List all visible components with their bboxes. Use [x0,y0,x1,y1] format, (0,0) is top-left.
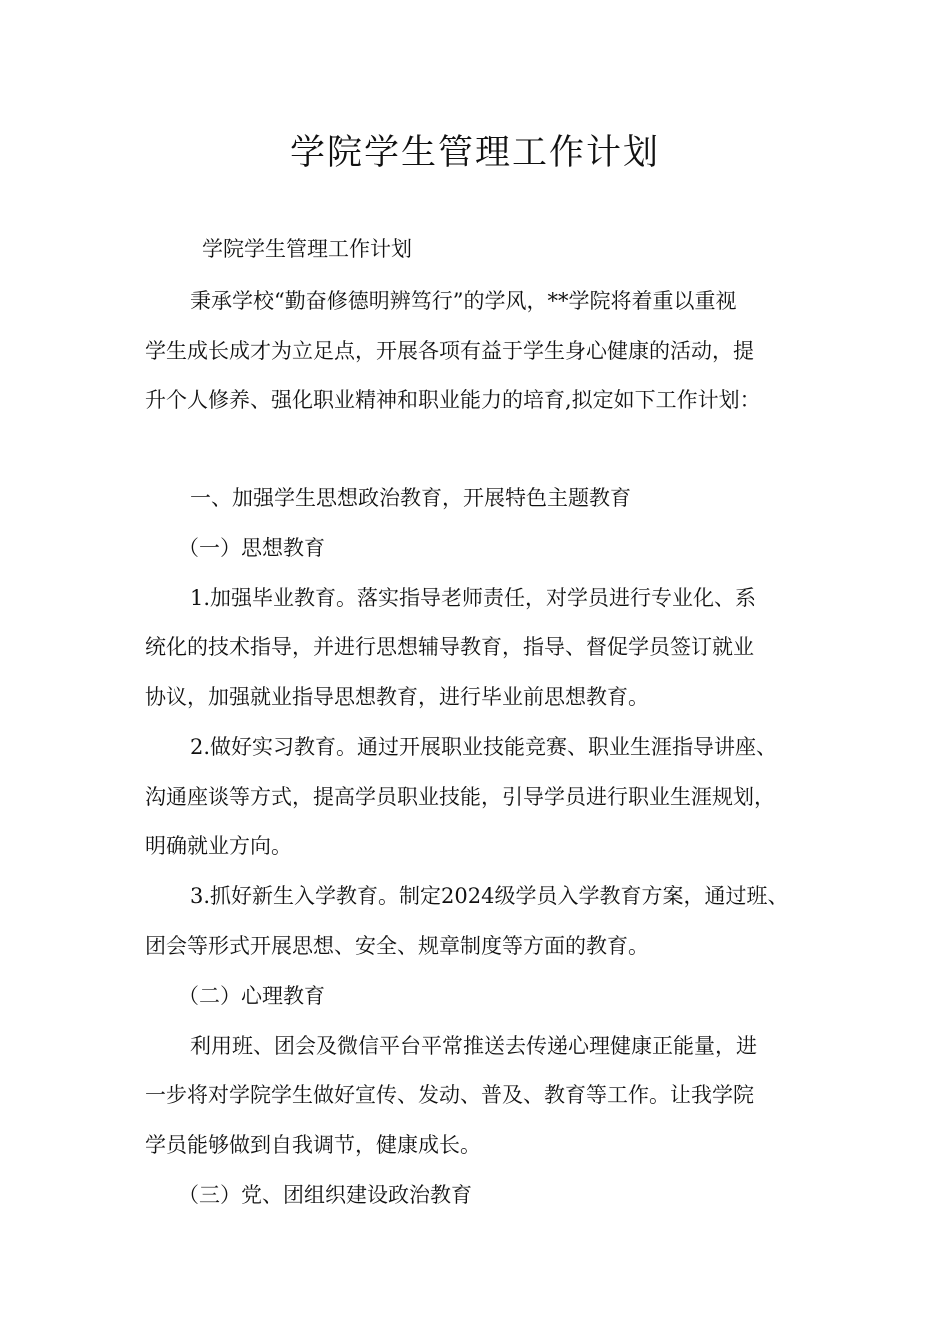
item-3-line-1: 3.抓好新生入学教育。制定2024级学员入学教育方案，通过班、 [190,884,789,908]
intro-line-3: 升个人修养、强化职业精神和职业能力的培育,拟定如下工作计划： [145,388,761,412]
intro-line-1: 秉承学校“勤奋修德明辨笃行”的学风，**学院将着重以重视 [190,289,737,313]
section-3-heading: （三）党、团组织建设政治教育 [178,1183,472,1207]
intro-line-2: 学生成长成才为立足点，开展各项有益于学生身心健康的活动，提 [145,339,754,363]
document-title: 学院学生管理工作计划 [289,133,660,173]
item-3-line-2: 团会等形式开展思想、安全、规章制度等方面的教育。 [145,934,649,958]
section-1-heading: （一）思想教育 [178,536,325,560]
section-2-heading: （二）心理教育 [178,984,325,1008]
item-2-line-1: 2.做好实习教育。通过开展职业技能竞赛、职业生涯指导讲座、 [190,735,778,759]
psych-line-3: 学员能够做到自我调节，健康成长。 [145,1133,481,1157]
heading-1: 一、加强学生思想政治教育，开展特色主题教育 [190,486,631,510]
psych-line-2: 一步将对学院学生做好宣传、发动、普及、教育等工作。让我学院 [145,1083,754,1107]
item-2-line-3: 明确就业方向。 [145,834,292,858]
psych-line-1: 利用班、团会及微信平台平常推送去传递心理健康正能量，进 [190,1034,757,1058]
item-1-line-3: 协议，加强就业指导思想教育，进行毕业前思想教育。 [145,685,649,709]
document-subtitle: 学院学生管理工作计划 [202,237,412,261]
item-1-line-1: 1.加强毕业教育。落实指导老师责任，对学员进行专业化、系 [190,586,757,610]
item-2-line-2: 沟通座谈等方式，提高学员职业技能，引导学员进行职业生涯规划， [145,785,775,809]
item-1-line-2: 统化的技术指导，并进行思想辅导教育，指导、督促学员签订就业 [145,635,754,659]
